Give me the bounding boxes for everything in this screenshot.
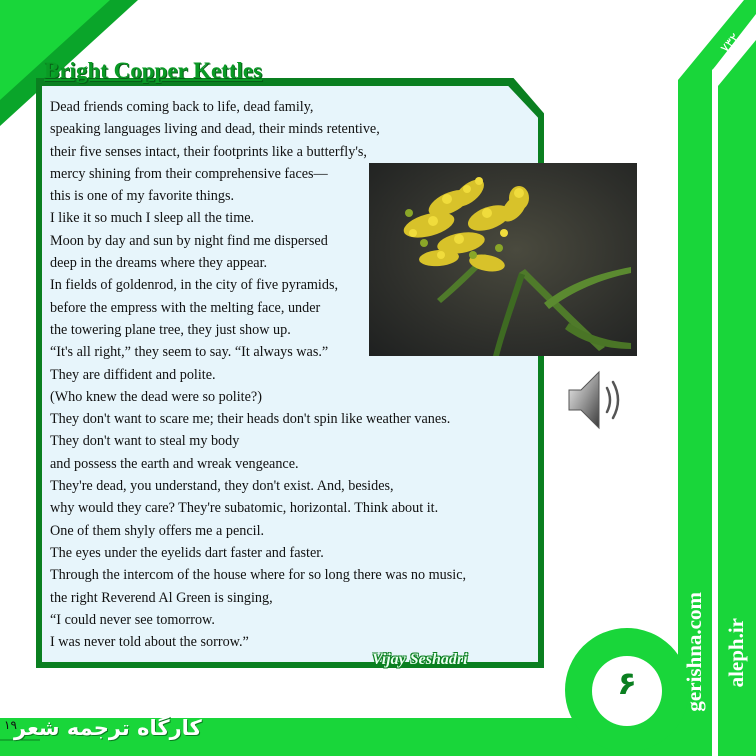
poem-line: I like it so much I sleep all the time. <box>50 210 255 227</box>
poem-line: They are diffident and polite. <box>50 366 216 383</box>
poem-title: Bright Copper Kettles <box>44 58 263 83</box>
site-gerishna: gerishna.com <box>682 592 706 712</box>
poem-line: speaking languages living and dead, their minds retentive, <box>50 121 380 138</box>
page-number: ۶ <box>617 664 637 702</box>
poem-line: They don't want to steal my body <box>50 433 240 450</box>
poem-line: They're dead, you understand, they don't exist. And, besides, <box>50 478 394 495</box>
poem-line: Through the intercom of the house where for so long there was no music, <box>50 567 467 584</box>
poem-line: and possess the earth and wreak vengeance. <box>50 455 299 472</box>
poem-line: this is one of my favorite things. <box>50 188 235 205</box>
poem-line: their five senses intact, their footprints like a butterfly's, <box>50 143 367 160</box>
poem-line: the towering plane tree, they just show up. <box>50 321 291 338</box>
poem-line: I was never told about the sorrow.” <box>50 634 249 651</box>
goldenrod-photo <box>369 163 637 356</box>
poem-line: In fields of goldenrod, in the city of five pyramids, <box>50 277 339 294</box>
poem-line: One of them shyly offers me a pencil. <box>50 522 265 539</box>
poem-line: before the empress with the melting face, under <box>50 299 321 316</box>
poem-line: the right Reverend Al Green is singing, <box>50 589 273 606</box>
issue-number: ۷۳۲ <box>717 30 744 57</box>
poem-line: “I could never see tomorrow. <box>50 611 215 628</box>
poem-line: why would they care? They're subatomic, horizontal. Think about it. <box>50 500 439 517</box>
poem-line: They don't want to scare me; their heads don't spin like weather vanes. <box>50 411 451 428</box>
speaker-icon[interactable] <box>565 368 629 432</box>
poem-author: Vijay Seshadri <box>372 651 468 668</box>
poem-line: “It's all right,” they seem to say. “It always was.” <box>50 344 329 361</box>
poem-line: (Who knew the dead were so polite?) <box>50 388 262 405</box>
poem-line: mercy shining from their comprehensive faces— <box>50 165 328 182</box>
page-number-small: ۱۹ <box>4 718 17 732</box>
right-strip-gap <box>712 66 716 756</box>
site-aleph: aleph.ir <box>724 618 748 688</box>
poem-line: Moon by day and sun by night find me dispersed <box>50 232 328 249</box>
section-title: کارگاه ترجمه شعر <box>14 716 202 740</box>
poem-line: The eyes under the eyelids dart faster and faster. <box>50 544 324 561</box>
poem-line: deep in the dreams where they appear. <box>50 255 268 272</box>
poem-line: Dead friends coming back to life, dead family, <box>50 99 314 115</box>
